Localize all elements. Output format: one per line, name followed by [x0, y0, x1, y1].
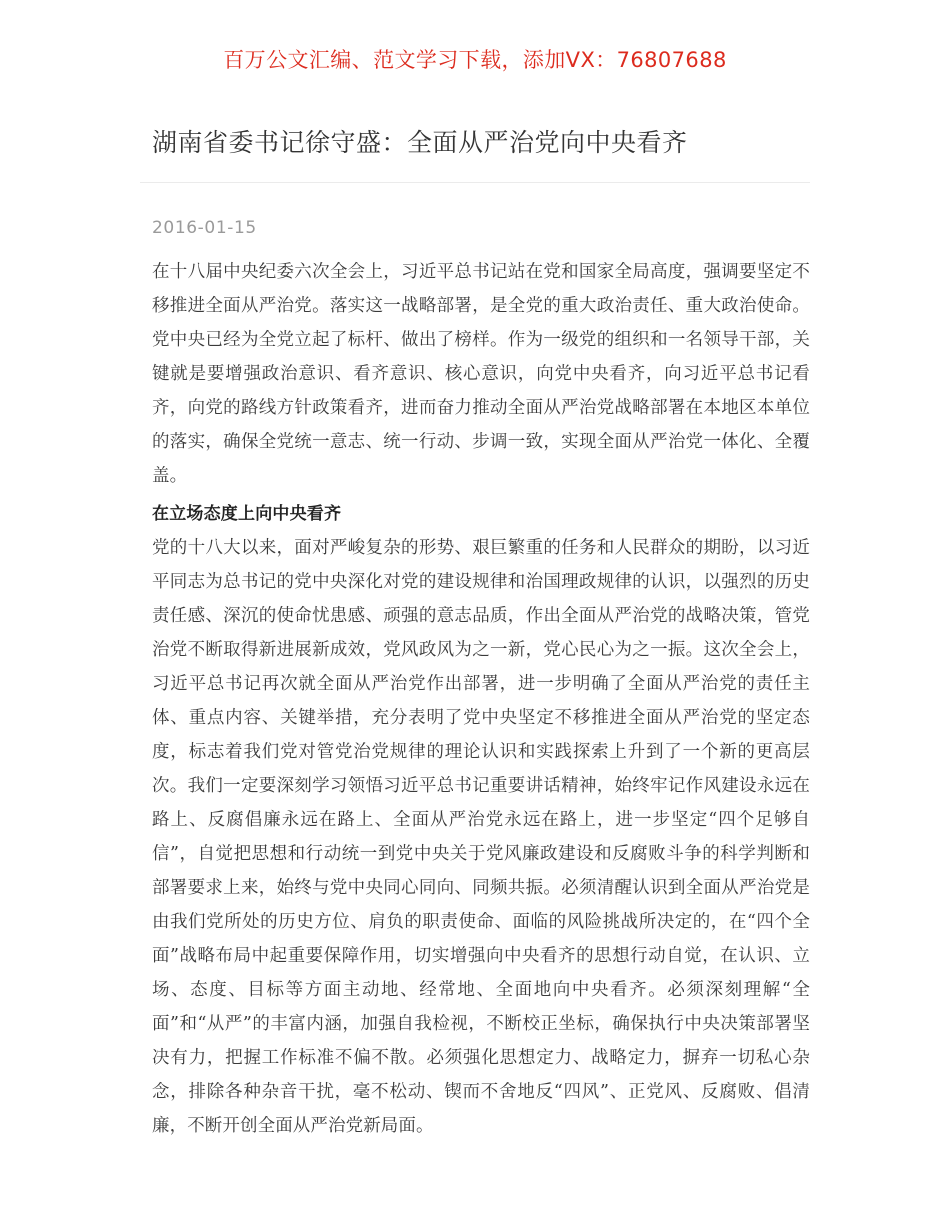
title-divider	[140, 182, 810, 183]
article-body	[152, 241, 810, 1143]
promo-text: 百万公文汇编、范文学习下载，添加VX：76807688	[223, 48, 727, 72]
promo-banner	[0, 0, 950, 81]
article-date: 2016-01-15	[152, 218, 257, 239]
body-paragraph-2: 党的十八大以来，面对严峻复杂的形势、艰巨繁重的任务和人民群众的期盼，以习近平同志为总书记的党中央深化对党的建设规律和治国理政规律的认识，以强烈的历史责任感、深沉的使命忧患感、顽强的意志品质，作出全面从严治党的战略决策，管党治党不断取得新进展新成效，党风政风为之一新，党心民心为之一振。这次全会上，习近平总书记再次就全面从严治党作出部署，进一步明确了全面从严治党的责任主体、重点内容、关键举措，充分表明了党中央坚定不移推进全面从严治党的坚定态度，标志着我们党对管党治党规律的理论认识和实践探索上升到了一个新的更高层次。我们一定要深刻学习领悟习近平总书记重要讲话精神，始终牢记作风建设永远在路上、反腐倡廉永远在路上、全面从严治党永远在路上，进一步坚定“四个足够自信”，自觉把思想和行动统一到党中央关于党风廉政建设和反腐败斗争的科学判断和部署要求上来，始终与党中央同心同向、同频共振。必须清醒认识到全面从严治党是由我们党所处的历史方位、肩负的职责使命、面临的风险挑战所决定的，在“四个全面”战略布局中起重要保障作用，切实增强向中央看齐的思想行动自觉，在认识、立场、态度、目标等方面主动地、经常地、全面地向中央看齐。必须深刻理解“全面”和“从严”的丰富内涵，加强自我检视，不断校正坐标，确保执行中央决策部署坚决有力，把握工作标准不偏不散。必须强化思想定力、战略定力，摒弃一切私心杂念，排除各种杂音干扰，毫不松动、锲而不舍地反“四风”、正党风、反腐败、倡清廉，不断开创全面从严治党新局面。	[152, 538, 810, 1137]
section-subheading-1: 在立场态度上向中央看齐	[152, 504, 342, 525]
article-container	[140, 81, 810, 1143]
body-paragraph-1: 在十八届中央纪委六次全会上，习近平总书记站在党和国家全局高度，强调要坚定不移推进全面从严治党。落实这一战略部署，是全党的重大政治责任、重大政治使命。党中央已经为全党立起了标杆、做出了榜样。作为一级党的组织和一名领导干部，关键就是要增强政治意识、看齐意识、核心意识，向党中央看齐，向习近平总书记看齐，向党的路线方针政策看齐，进而奋力推动全面从严治党战略部署在本地区本单位的落实，确保全党统一意志、统一行动、步调一致，实现全面从严治党一体化、全覆盖。	[152, 262, 810, 487]
page-title: 湖南省委书记徐守盛：全面从严治党向中央看齐	[152, 128, 688, 158]
